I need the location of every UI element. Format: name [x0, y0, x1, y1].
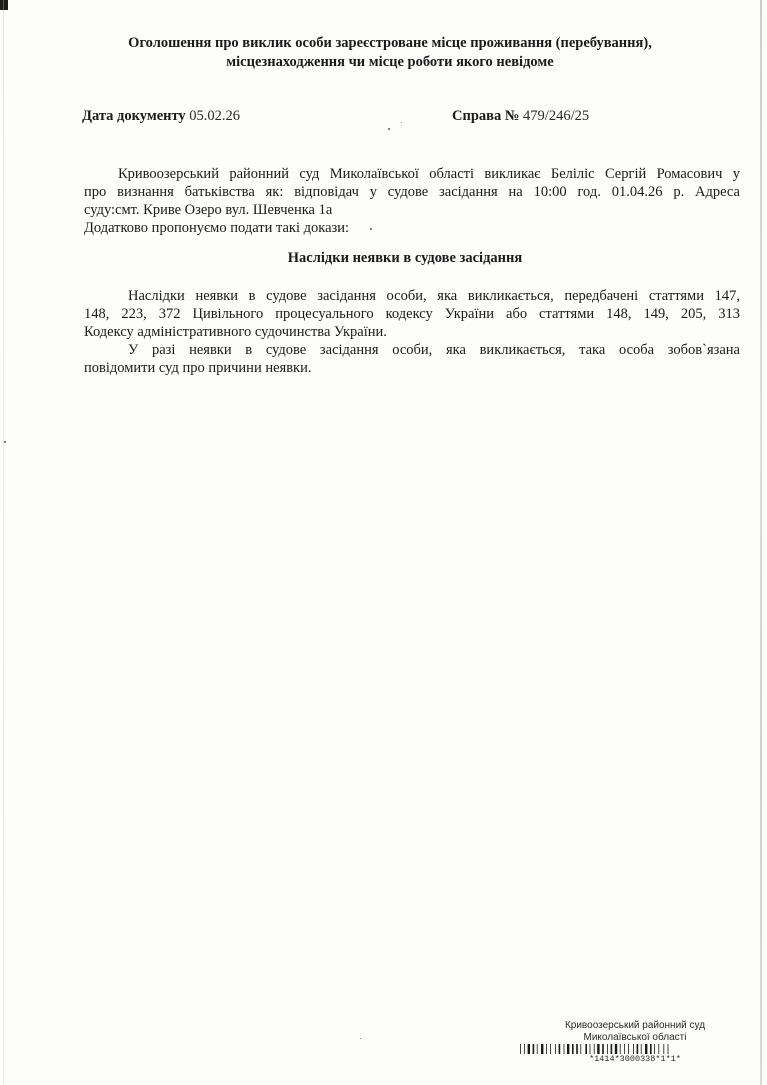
- document-title-line-1: Оголошення про виклик особи зареєстроване місце проживання (перебування),: [128, 35, 652, 51]
- consequences-heading: Наслідки неявки в судове засідання: [287, 250, 523, 266]
- summons-line-3: суду:смт. Криве Озеро вул. Шевченка 1а: [84, 202, 333, 218]
- scan-speck: [4, 441, 6, 443]
- barcode-number: *1414*3000338*1*1*: [589, 1054, 681, 1064]
- case-number-value: 479/246/25: [523, 108, 590, 124]
- scan-speck: [388, 128, 390, 130]
- consequences-p2-line-1: У разі неявки в судове засідання особи, яка викликається, така особа зобов`язана: [128, 342, 740, 358]
- court-stamp-line-1: Кривоозерський районний суд: [564, 1020, 706, 1031]
- document-date: [82, 108, 240, 125]
- barcode: [520, 1044, 750, 1054]
- consequences-p2-line-2: повідомити суд про причини неявки.: [84, 360, 312, 376]
- court-stamp-line-2: Миколаївської області: [583, 1032, 687, 1043]
- summons-line-2: про визнання батьківства як: відповідач у судове засідання на 10:00 год. 01.04.26 р. Адреса: [84, 184, 740, 200]
- case-number: [452, 108, 589, 125]
- case-number-label: Справа №: [452, 108, 520, 124]
- scan-edge-left: [3, 0, 4, 1085]
- scan-edge-right: [760, 0, 762, 1085]
- summons-line-4: Додатково пропонуємо подати такі докази:: [84, 220, 350, 236]
- summons-line-1: Кривоозерський районний суд Миколаївської області викликає Беліліс Сергій Ромасович у: [118, 166, 740, 182]
- scan-speck: [401, 122, 402, 123]
- document-date-label: Дата документу: [82, 108, 186, 124]
- court-stamp: [520, 1020, 750, 1044]
- consequences-p1-line-1: Наслідки неявки в судове засідання особи, яка викликається, передбачені статтями 147,: [128, 288, 740, 304]
- document-date-value: 05.02.26: [189, 108, 241, 124]
- consequences-p1-line-3: Кодексу адміністративного судочинства України.: [84, 324, 387, 340]
- consequences-p1-line-2: 148, 223, 372 Цивільного процесуального кодексу України або статтями 148, 149, 205, 313: [84, 306, 740, 322]
- scan-speck: [360, 1038, 361, 1039]
- scan-corner-mark: [0, 0, 8, 10]
- document-title-line-2: місцезнаходження чи місце роботи якого невідоме: [226, 54, 554, 70]
